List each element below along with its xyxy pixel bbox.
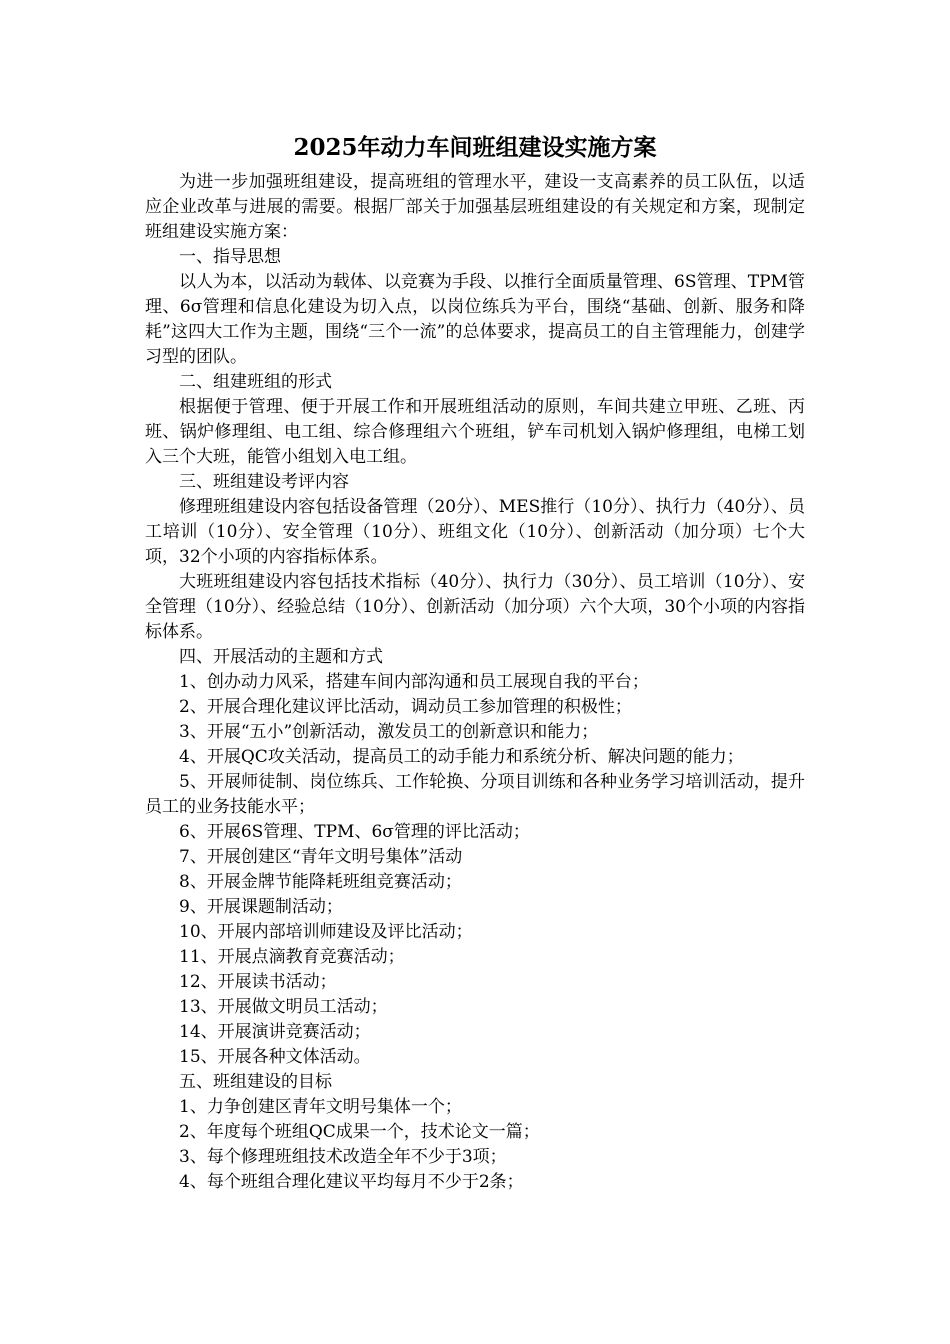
document-title: 2025年动力车间班组建设实施方案 <box>293 134 657 161</box>
paragraph: 2、开展合理化建议评比活动，调动员工参加管理的积极性； <box>179 697 632 717</box>
paragraph: 2、年度每个班组QC成果一个，技术论文一篇； <box>179 1122 540 1142</box>
paragraph: 大班班组建设内容包括技术指标（40分）、执行力（30分）、员工培训（10分）、安全管理（10分）、经验总结（10分）、创新活动（加分项）六个大项，30个小项的内容指标体系。 <box>145 572 805 642</box>
paragraph: 为进一步加强班组建设，提高班组的管理水平，建设一支高素养的员工队伍，以适应企业改革与进展的需要。根据厂部关于加强基层班组建设的有关规定和方案，现制定班组建设实施方案： <box>145 172 805 242</box>
paragraph: 4、每个班组合理化建议平均每月不少于2条； <box>179 1172 524 1192</box>
paragraph: 11、开展点滴教育竞赛活动； <box>179 947 405 967</box>
paragraph: 四、开展活动的主题和方式 <box>179 647 383 667</box>
document-body <box>145 170 805 1195</box>
paragraph: 二、组建班组的形式 <box>179 372 332 392</box>
paragraph: 五、班组建设的目标 <box>179 1072 332 1092</box>
paragraph: 13、开展做文明员工活动； <box>179 997 388 1017</box>
paragraph: 根据便于管理、便于开展工作和开展班组活动的原则，车间共建立甲班、乙班、丙班、锅炉修理组、电工组、综合修理组六个班组，铲车司机划入锅炉修理组，电梯工划入三个大班，能管小组划入电工组。 <box>145 397 805 467</box>
paragraph: 修理班组建设内容包括设备管理（20分）、MES推行（10分）、执行力（40分）、员工培训（10分）、安全管理（10分）、班组文化（10分）、创新活动（加分项）七个大项，32个小项的内容指标体系。 <box>145 497 805 567</box>
paragraph: 三、班组建设考评内容 <box>179 472 349 492</box>
paragraph: 6、开展6S管理、TPM、6σ管理的评比活动； <box>179 822 530 842</box>
paragraph: 1、力争创建区青年文明号集体一个； <box>179 1097 462 1117</box>
paragraph: 15、开展各种文体活动。 <box>179 1047 371 1067</box>
paragraph: 4、开展QC攻关活动，提高员工的动手能力和系统分析、解决问题的能力； <box>179 747 744 767</box>
paragraph: 7、开展创建区“青年文明号集体”活动 <box>179 847 463 867</box>
paragraph: 以人为本，以活动为载体、以竞赛为手段、以推行全面质量管理、6S管理、TPM管理、6σ管理和信息化建设为切入点，以岗位练兵为平台，围绕“基础、创新、服务和降耗”这四大工作为主题，围绕“三个一流”的总体要求，提高员工的自主管理能力，创建学习型的团队。 <box>145 272 805 367</box>
paragraph: 5、开展师徒制、岗位练兵、工作轮换、分项目训练和各种业务学习培训活动，提升员工的业务技能水平； <box>145 772 805 817</box>
paragraph: 9、开展课题制活动； <box>179 897 343 917</box>
paragraph: 1、创办动力风采，搭建车间内部沟通和员工展现自我的平台； <box>179 672 649 692</box>
paragraph: 12、开展读书活动； <box>179 972 337 992</box>
document-page <box>145 128 805 1195</box>
paragraph: 3、开展“五小”创新活动，激发员工的创新意识和能力； <box>179 722 599 742</box>
paragraph: 3、每个修理班组技术改造全年不少于3项； <box>179 1147 507 1167</box>
paragraph: 一、指导思想 <box>179 247 281 267</box>
paragraph: 14、开展演讲竞赛活动； <box>179 1022 371 1042</box>
paragraph: 10、开展内部培训师建设及评比活动； <box>179 922 473 942</box>
paragraph: 8、开展金牌节能降耗班组竞赛活动； <box>179 872 462 892</box>
